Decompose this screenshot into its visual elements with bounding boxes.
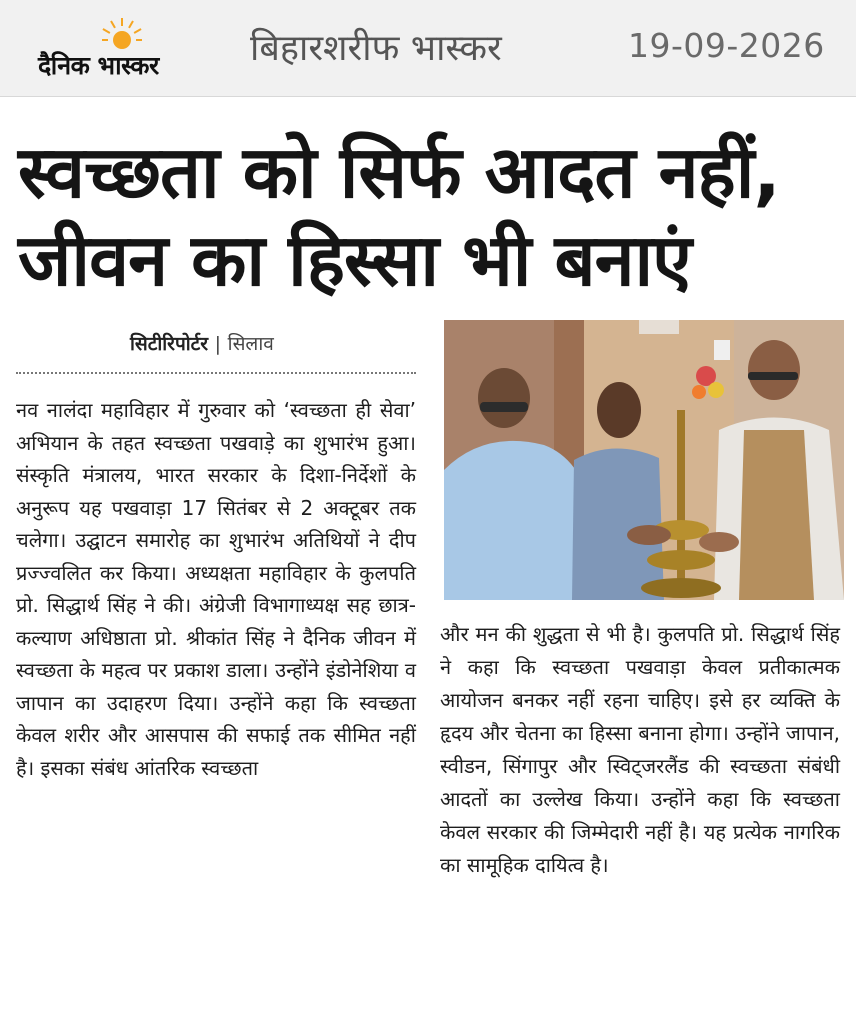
lamp-lighting-photo [444, 320, 844, 600]
byline-separator: | [214, 333, 222, 355]
dotted-divider [16, 372, 416, 374]
newspaper-logo [36, 16, 206, 82]
article-body-column-left: नव नालंदा महाविहार में गुरुवार को ‘स्वच्छता ही सेवा’ अभियान के तहत स्वच्छता पखवाड़े का शुभारंभ हुआ। संस्कृति मंत्रालय, भारत सरकार के दिशा-निर्देशों के अनुरूप यह पखवाड़ा 17 सितंबर से 2 अक्टूबर तक चलेगा। उद्घाटन समारोह का शुभारंभ अतिथियों ने दीप प्रज्ज्वलित कर किया। अध्यक्षता महाविहार के कुलपति प्रो. सिद्धार्थ सिंह ने की। अंग्रेजी विभागाध्यक्ष सह छात्र-कल्याण अधिष्ठाता प्रो. श्रीकांत सिंह ने दैनिक जीवन में स्वच्छता के महत्व पर प्रकाश डाला। उन्होंने इंडोनेशिया व जापान का उदाहरण दिया। उन्होंने कहा कि स्वच्छता केवल शरीर और आसपास की सफाई तक सीमित नहीं है। इसका संबंध आंतरिक स्वच्छता [16, 398, 416, 780]
byline [130, 330, 274, 356]
event-photo [444, 320, 844, 600]
logo-text: दैनिक भास्कर [38, 51, 159, 80]
article-headline [18, 128, 838, 304]
masthead-bar [0, 0, 856, 97]
headline-line-1: स्वच्छता को सिर्फ आदत नहीं, [18, 130, 780, 214]
edition-name: बिहारशरीफ भास्कर [250, 28, 502, 69]
byline-place: सिलाव [227, 333, 274, 355]
headline-line-2: जीवन का हिस्सा भी बनाएं [18, 218, 692, 302]
byline-reporter: सिटीरिपोर्टर [130, 333, 209, 355]
edition-date: 19-09-2026 [628, 26, 825, 65]
article-body-column-right: और मन की शुद्धता से भी है। कुलपति प्रो. सिद्धार्थ सिंह ने कहा कि स्वच्छता पखवाड़ा केवल प्रतीकात्मक आयोजन बनकर नहीं रहना चाहिए। इसे हर व्यक्ति के हृदय और चेतना का हिस्सा बनाना होगा। उन्होंने जापान, स्वीडन, सिंगापुर और स्विट्जरलैंड की स्वच्छता संबंधी आदतों का उल्लेख किया। उन्होंने कहा कि स्वच्छता केवल सरकार की जिम्मेदारी नहीं है। यह प्रत्येक नागरिक का सामूहिक दायित्व है। [440, 622, 840, 877]
